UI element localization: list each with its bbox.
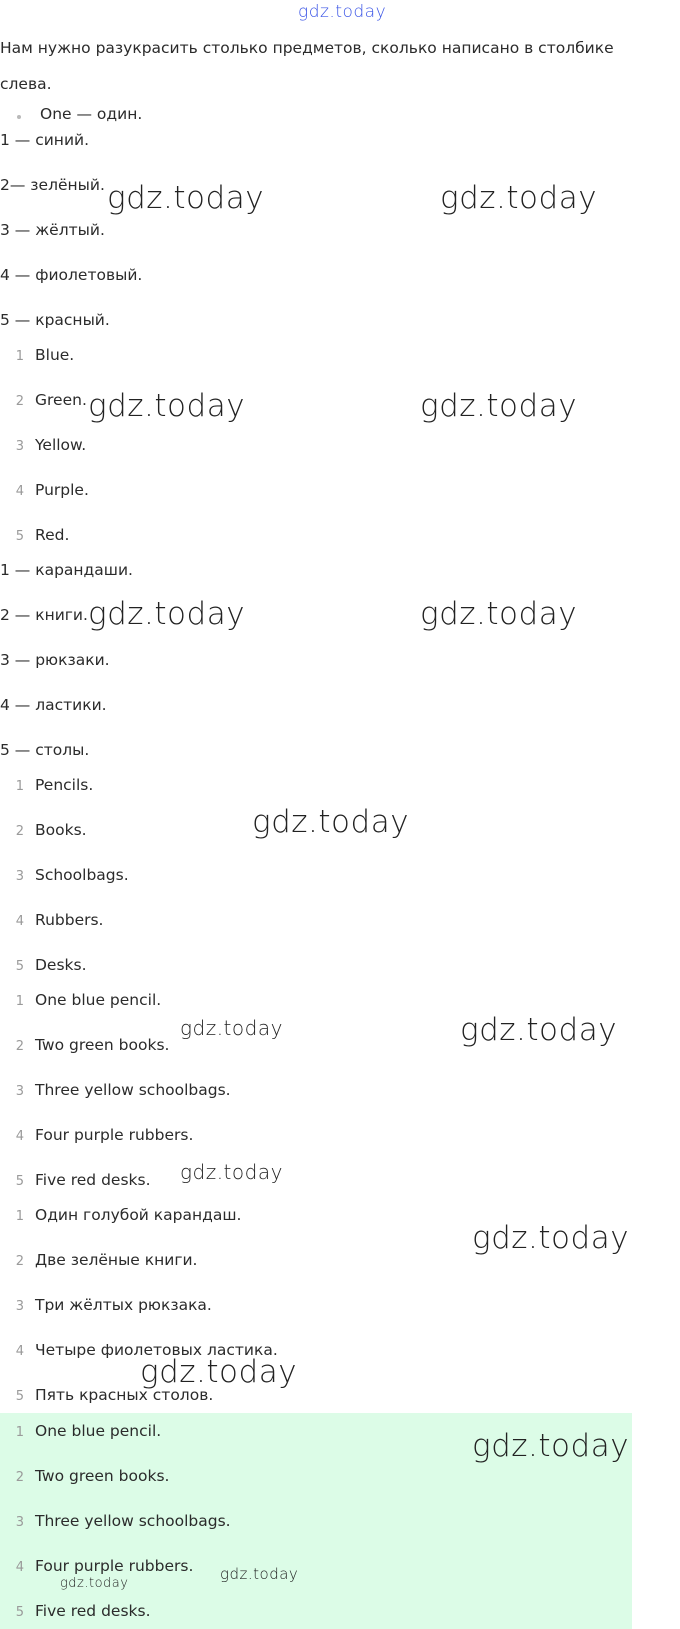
list-number: 3	[15, 869, 24, 884]
list-item: Desks.	[35, 956, 87, 974]
list-item: One blue pencil.	[35, 1422, 162, 1440]
list-number: 1	[15, 994, 24, 1009]
bullet-marker	[17, 115, 21, 119]
watermark: gdz.today	[180, 1160, 283, 1184]
list-item: Green.	[35, 391, 87, 409]
list-item: Two green books.	[35, 1467, 170, 1485]
list-item: Rubbers.	[35, 911, 104, 929]
list-item: Five red desks.	[35, 1602, 151, 1620]
list-item: Три жёлтых рюкзака.	[35, 1296, 212, 1314]
watermark: gdz.today	[88, 388, 246, 424]
list-item: Four purple rubbers.	[35, 1126, 194, 1144]
list-item: Three yellow schoolbags.	[35, 1081, 231, 1099]
watermark: gdz.today	[107, 180, 265, 216]
list-item: Four purple rubbers.	[35, 1557, 194, 1575]
watermark: gdz.today	[140, 1354, 298, 1390]
list-item: Schoolbags.	[35, 866, 129, 884]
intro-paragraph: Нам нужно разукрасить столько предметов, сколько написано в столбике слева.	[0, 39, 614, 93]
list-item: Yellow.	[35, 436, 87, 454]
list-item: Three yellow schoolbags.	[35, 1512, 231, 1530]
list-item: Четыре фиолетовых ластика.	[35, 1341, 278, 1359]
list-number: 2	[15, 824, 24, 839]
list-number: 3	[15, 1515, 24, 1530]
list-number: 2	[15, 394, 24, 409]
list-number: 4	[15, 484, 24, 499]
list-number: 5	[15, 529, 24, 544]
list-number: 1	[15, 349, 24, 364]
list-number: 2	[15, 1470, 24, 1485]
watermark: gdz.today	[420, 388, 578, 424]
watermark: gdz.today	[88, 596, 246, 632]
watermark: gdz.today	[440, 180, 598, 216]
list-number: 5	[15, 1174, 24, 1189]
watermark: gdz.today	[420, 596, 578, 632]
list-item: Pencils.	[35, 776, 94, 794]
list-number: 2	[15, 1039, 24, 1054]
watermark: gdz.today	[460, 1012, 618, 1048]
list-number: 3	[15, 1084, 24, 1099]
colors-ru-item: 3 — жёлтый.	[0, 221, 105, 239]
list-number: 5	[15, 1605, 24, 1620]
bullet-item: One — один.	[40, 105, 143, 123]
list-number: 1	[15, 779, 24, 794]
list-item: One blue pencil.	[35, 991, 162, 1009]
list-item: Пять красных столов.	[35, 1386, 214, 1404]
items-ru-item: 3 — рюкзаки.	[0, 651, 110, 669]
colors-ru-item: 2— зелёный.	[0, 176, 105, 194]
list-number: 4	[15, 1129, 24, 1144]
items-ru-item: 1 — карандаши.	[0, 561, 133, 579]
list-item: Purple.	[35, 481, 89, 499]
list-number: 1	[15, 1425, 24, 1440]
list-number: 1	[15, 1209, 24, 1224]
items-ru-item: 2 — книги.	[0, 606, 88, 624]
list-item: Две зелёные книги.	[35, 1251, 198, 1269]
list-item: Один голубой карандаш.	[35, 1206, 242, 1224]
watermark: gdz.today	[472, 1428, 630, 1464]
list-item: Two green books.	[35, 1036, 170, 1054]
list-number: 3	[15, 439, 24, 454]
watermark: gdz.today	[252, 804, 410, 840]
watermark: gdz.today	[472, 1220, 630, 1256]
watermark: gdz.today	[180, 1016, 283, 1040]
list-item: Blue.	[35, 346, 75, 364]
header-watermark: gdz.today	[298, 2, 387, 22]
list-number: 5	[15, 1389, 24, 1404]
list-number: 5	[15, 959, 24, 974]
list-item: Books.	[35, 821, 87, 839]
colors-ru-item: 4 — фиолетовый.	[0, 266, 143, 284]
list-number: 4	[15, 1344, 24, 1359]
colors-ru-item: 1 — синий.	[0, 131, 90, 149]
list-number: 4	[15, 1560, 24, 1575]
items-ru-item: 4 — ластики.	[0, 696, 107, 714]
list-number: 2	[15, 1254, 24, 1269]
list-number: 3	[15, 1299, 24, 1314]
watermark: gdz.today	[220, 1565, 299, 1583]
list-number: 4	[15, 914, 24, 929]
colors-ru-item: 5 — красный.	[0, 311, 110, 329]
list-item: Five red desks.	[35, 1171, 151, 1189]
list-item: Red.	[35, 526, 70, 544]
watermark: gdz.today	[60, 1576, 129, 1591]
items-ru-item: 5 — столы.	[0, 741, 90, 759]
